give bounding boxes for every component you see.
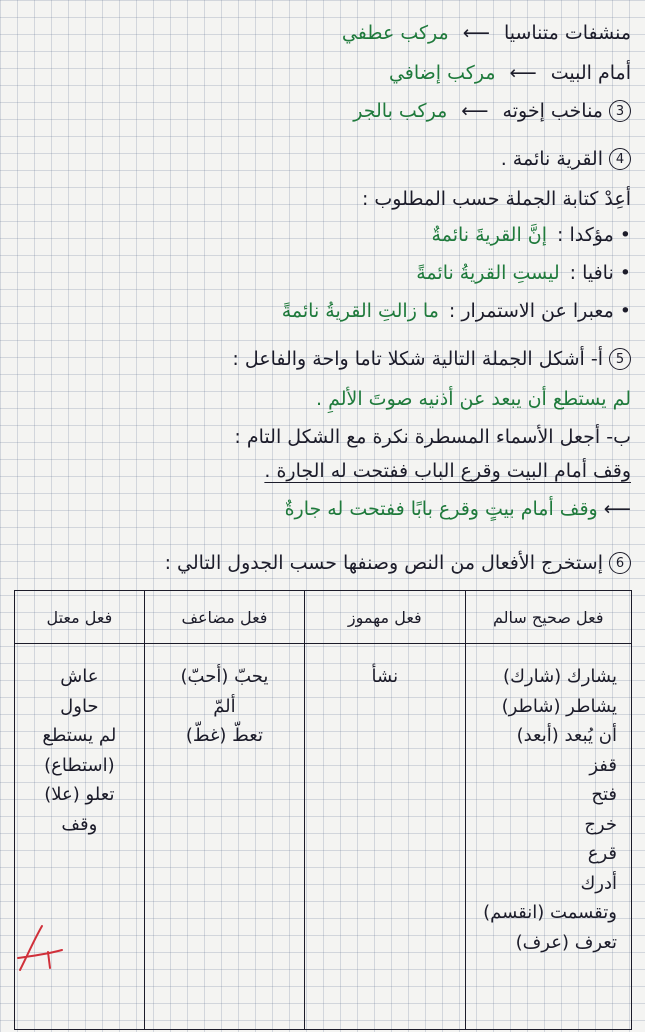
question-number-badge: 4 <box>609 148 631 170</box>
row-2-right: أمام البيت <box>550 62 631 84</box>
item-answer: إنَّ القريةَ نائمةٌ <box>431 224 548 246</box>
question-number-badge: 5 <box>609 348 631 370</box>
section5-part-b-sentence: وقف أمام البيت وقرع الباب ففتحت له الجارة . <box>264 460 631 482</box>
row-1-left: مركب عطفي <box>341 22 449 44</box>
section6-instruction: إستخرج الأفعال من النص وصنفها حسب الجدول التالي : <box>164 552 603 574</box>
arrow-right-icon: ⟵ <box>597 498 631 520</box>
section4-instruction-row <box>11 184 631 214</box>
red-grade-mark-icon <box>14 918 68 978</box>
section4-instruction: أعِدْ كتابة الجملة حسب المطلوب : <box>361 188 631 210</box>
bullet-dot: • <box>613 262 631 284</box>
table-row <box>15 644 632 1030</box>
row-3-right: مناخب إخوته <box>502 100 603 122</box>
section5-part-b-answer-row <box>11 494 631 524</box>
arrow-left-icon: ⟵ <box>462 22 490 44</box>
bullet-dot: • <box>613 224 631 246</box>
table-cell: يشاطر (شاطر) <box>501 695 617 717</box>
row-1-right: منشفات متناسيا <box>503 22 631 44</box>
row-3 <box>11 96 631 126</box>
section5-part-a-answer-row <box>11 384 631 414</box>
arrow-left-icon: ⟵ <box>509 62 537 84</box>
section5-part-a-row <box>11 344 631 374</box>
arrow-left-icon: ⟵ <box>461 100 489 122</box>
table-cell: لم يستطع <box>42 725 117 746</box>
table-cell: يحبّ (أحبّ) <box>180 666 269 687</box>
row-3-left: مركب بالجر <box>353 100 448 122</box>
table-header: فعل معتل <box>15 591 145 644</box>
column-doubled-verbs <box>144 644 304 1030</box>
section5-part-a-answer: لم يستطع أن يبعد عن أذنيه صوتَ الألمِ . <box>316 388 631 410</box>
question-number-badge: 6 <box>609 552 631 574</box>
column-hamzated-verbs <box>305 644 465 1030</box>
table-cell: نشأ <box>371 666 399 687</box>
section5-part-a-label: أ- أشكل الجملة التالية شكلا تاما واحة والفاعل : <box>232 348 603 370</box>
table-cell: (استطاع) <box>44 754 115 776</box>
table-cell: تعرف (عرف) <box>515 931 617 953</box>
table-cell: قفز <box>589 754 617 776</box>
table-cell: أدرك <box>580 872 617 894</box>
row-1 <box>11 18 631 48</box>
table-cell: يشارك (شارك) <box>503 666 617 687</box>
row-2 <box>11 58 631 88</box>
question-number-badge: 3 <box>609 100 631 122</box>
section6-instruction-row <box>11 548 631 578</box>
item-label: معبرا عن الاستمرار : <box>448 300 614 322</box>
table-cell: عاش <box>60 666 99 687</box>
section5-part-b-row <box>11 422 631 452</box>
verbs-table <box>14 590 632 1030</box>
item-answer: ليستِ القريةُ نائمةً <box>416 262 560 284</box>
bullet-dot: • <box>613 300 631 322</box>
table-cell: خرج <box>584 813 617 835</box>
table-cell: ألمّ <box>213 695 236 717</box>
section4-item-1 <box>11 220 631 250</box>
table-header: فعل مضاعف <box>144 591 304 644</box>
section5-part-b-answer: وقف أمام بيتٍ وقرع بابًا ففتحت له جارةٌ <box>284 498 598 520</box>
table-cell: أن يُبعد (أبعد) <box>516 725 617 746</box>
table-header: فعل صحيح سالم <box>465 591 632 644</box>
table-cell: فتح <box>591 784 617 805</box>
section5-part-b-label: ب- أجعل الأسماء المسطرة نكرة مع الشكل التام : <box>234 426 631 448</box>
table-header-row <box>15 591 632 644</box>
section4-heading: القرية نائمة . <box>500 148 603 170</box>
table-cell: وتقسمت (انقسم) <box>483 902 617 923</box>
section4-item-3 <box>11 296 631 326</box>
table-header: فعل مهموز <box>305 591 465 644</box>
item-answer: ما زالتِ القريةُ نائمةً <box>281 300 439 322</box>
item-label: مؤكدا : <box>557 224 614 246</box>
section4-heading-row <box>11 144 631 174</box>
table-cell: قرع <box>587 843 617 864</box>
section4-item-2 <box>11 258 631 288</box>
row-2-left: مركب إضافي <box>388 62 496 84</box>
table-cell: تعطّ (غطّ) <box>185 725 263 746</box>
table-cell: وقف <box>61 813 98 835</box>
table-cell: تعلو (علا) <box>44 784 115 805</box>
item-label: نافيا : <box>569 262 614 284</box>
column-sound-verbs <box>465 644 632 1030</box>
table-cell: حاول <box>60 695 99 717</box>
section5-part-b-sentence-row <box>11 456 631 486</box>
